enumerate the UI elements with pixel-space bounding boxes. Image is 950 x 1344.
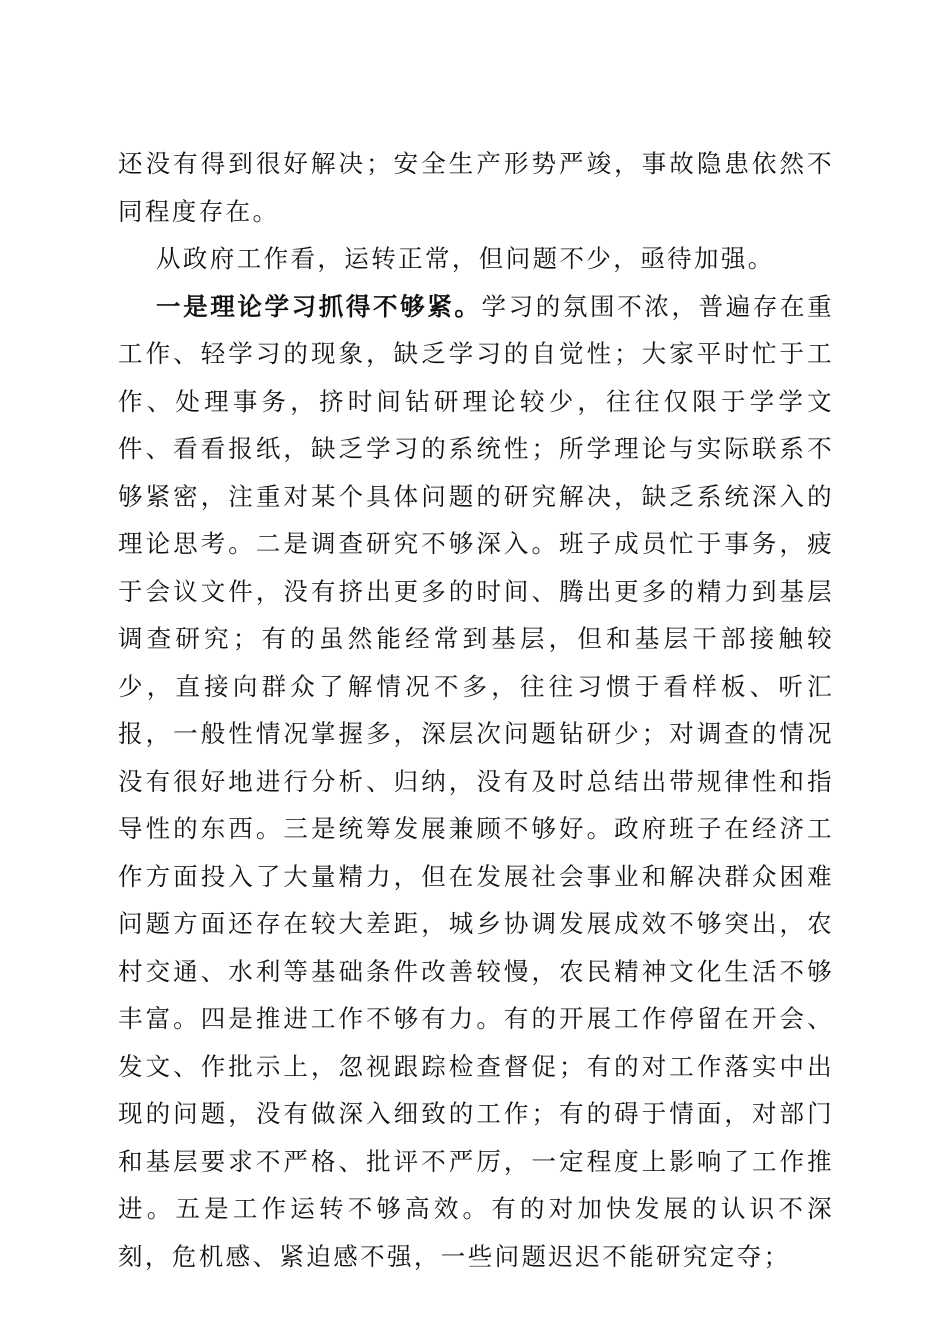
paragraph-continuation: 还没有得到很好解决；安全生产形势严竣，事故隐患依然不同程度存在。 <box>118 149 834 226</box>
paragraph-problems <box>118 283 834 1281</box>
paragraph-problems-text: 学习的氛围不浓，普遍存在重工作、轻学习的现象，缺乏学习的自觉性；大家平时忙于工作、处理事务，挤时间钻研理论较少，往往仅限于学学文件、看看报纸，缺乏学习的系统性；所学理论与实际联系不够紧密，注重对某个具体问题的研究解决，缺乏系统深入的理论思考。二是调查研究不够深入。班子成员忙于事务，疲于会议文件，没有挤出更多的时间、腾出更多的精力到基层调查研究；有的虽然能经常到基层，但和基层干部接触较少，直接向群众了解情况不多，往往习惯于看样板、听汇报，一般性情况掌握多，深层次问题钻研少；对调查的情况没有很好地进行分析、归纳，没有及时总结出带规律性和指导性的东西。三是统筹发展兼顾不够好。政府班子在经济工作方面投入了大量精力，但在发展社会事业和解决群众困难问题方面还存在较大差距，城乡协调发展成效不够突出，农村交通、水利等基础条件改善较慢，农民精神文化生活不够丰富。四是推进工作不够有力。有的开展工作停留在开会、发文、作批示上，忽视跟踪检查督促；有的对工作落实中出现的问题，没有做深入细致的工作；有的碍于情面，对部门和基层要求不严格、批评不严厉，一定程度上影响了工作推进。五是工作运转不够高效。有的对加快发展的认识不深刻，危机感、紧迫感不强，一些问题迟迟不能研究定夺； <box>118 291 834 1271</box>
document-body <box>118 140 834 1280</box>
heading-theory-study: 一是理论学习抓得不够紧。 <box>156 291 482 321</box>
paragraph-government-work: 从政府工作看，运转正常，但问题不少，亟待加强。 <box>156 244 775 273</box>
